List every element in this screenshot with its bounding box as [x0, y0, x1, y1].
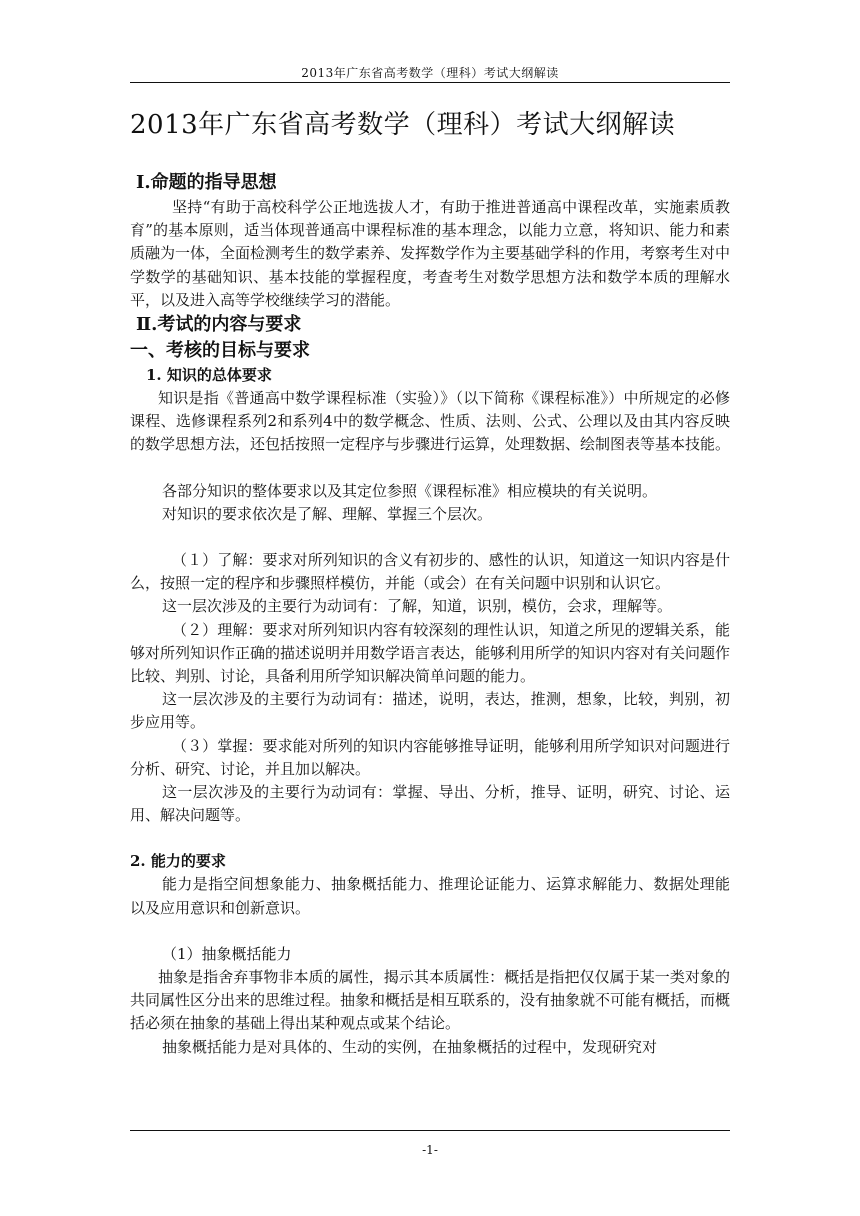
- subsection-heading-goals: 一、考核的目标与要求: [130, 340, 310, 362]
- paragraph: （1）抽象概括能力: [162, 944, 292, 963]
- paragraph: （３）掌握：要求能对所列的知识内容能够推导证明，能够利用所学知识对问题进行分析、研究、讨论，并且加以解决。: [130, 736, 730, 778]
- item-heading-knowledge: 1. 知识的总体要求: [146, 366, 272, 385]
- paragraph: 这一层次涉及的主要行为动词有：描述，说明，表达，推测，想象，比较，判别，初步应用等。: [130, 690, 730, 732]
- document-body: [130, 170, 730, 1059]
- spacer: [130, 827, 730, 850]
- page-footer: [130, 1130, 730, 1157]
- item-heading-ability: 2. 能力的要求: [130, 852, 226, 871]
- spacer: [130, 526, 730, 549]
- spacer: [130, 457, 730, 480]
- spacer: [130, 920, 730, 943]
- paragraph: 各部分知识的整体要求以及其定位参照《课程标准》相应模块的有关说明。: [162, 481, 658, 500]
- footer-divider: [130, 1130, 730, 1131]
- page-number: -1-: [422, 1143, 438, 1157]
- running-header: 2013年广东省高考数学（理科）考试大纲解读: [301, 66, 559, 80]
- paragraph: 抽象是指舍弃事物非本质的属性，揭示其本质属性：概括是指把仅仅属于某一类对象的共同属性区分出来的思维过程。抽象和概括是相互联系的，没有抽象就不可能有概括，而概括必须在抽象的基础上得出某种观点或某个结论。: [130, 968, 731, 1033]
- section-heading-content-requirements: Ⅱ.考试的内容与要求: [136, 314, 302, 336]
- paragraph: 这一层次涉及的主要行为动词有：掌握、导出、分析，推导、证明，研究、讨论、运用、解决问题等。: [130, 783, 730, 825]
- paragraph: 抽象概括能力是对具体的、生动的实例，在抽象概括的过程中，发现研究对: [162, 1037, 658, 1056]
- section-heading-guiding-ideas: Ⅰ.命题的指导思想: [136, 172, 277, 193]
- paragraph: （１）了解：要求对所列知识的含义有初步的、感性的认识，知道这一知识内容是什么，按照一定的程序和步骤照样模仿，并能（或会）在有关问题中识别和认识它。: [130, 551, 730, 593]
- paragraph: 这一层次涉及的主要行为动词有：了解，知道，识别，模仿，会求，理解等。: [162, 597, 673, 616]
- document-title: 2013年广东省高考数学（理科）考试大纲解读: [130, 110, 676, 140]
- paragraph: 坚持“有助于高校科学公正地选拔人才，有助于推进普通高中课程改革，实施素质教育”的基本原则，适当体现普通高中课程标准的基本理念，以能力立意，将知识、能力和素质融为一体，全面检测考生的数学素养、发挥数学作为主要基础学科的作用，考察考生对中学数学的基础知识、基本技能的掌握程度，考查考生对数学思想方法和数学本质的理解水平，以及进入高等学校继续学习的潜能。: [130, 198, 731, 309]
- paragraph: （２）理解：要求对所列知识内容有较深刻的理性认识，知道之所见的逻辑关系，能够对所列知识作正确的描述说明并用数学语言表达，能够利用所学的知识内容对有关问题作比较、判别、讨论，具备利用所学知识解决简单问题的能力。: [130, 620, 731, 686]
- header-divider: [130, 82, 730, 83]
- paragraph: 能力是指空间想象能力、抽象概括能力、推理论证能力、运算求解能力、数据处理能以及应用意识和创新意识。: [130, 875, 730, 917]
- paragraph: 知识是指《普通高中数学课程标准（实验）》（以下简称《课程标准》）中所规定的必修课程、选修课程系列2和系列4中的数学概念、性质、法则、公式、公理以及由其内容反映的数学思想方法，还包括按照一定程序与步骤进行运算，处理数据、绘制图表等基本技能。: [130, 389, 731, 454]
- paragraph: 对知识的要求依次是了解、理解、掌握三个层次。: [162, 504, 493, 523]
